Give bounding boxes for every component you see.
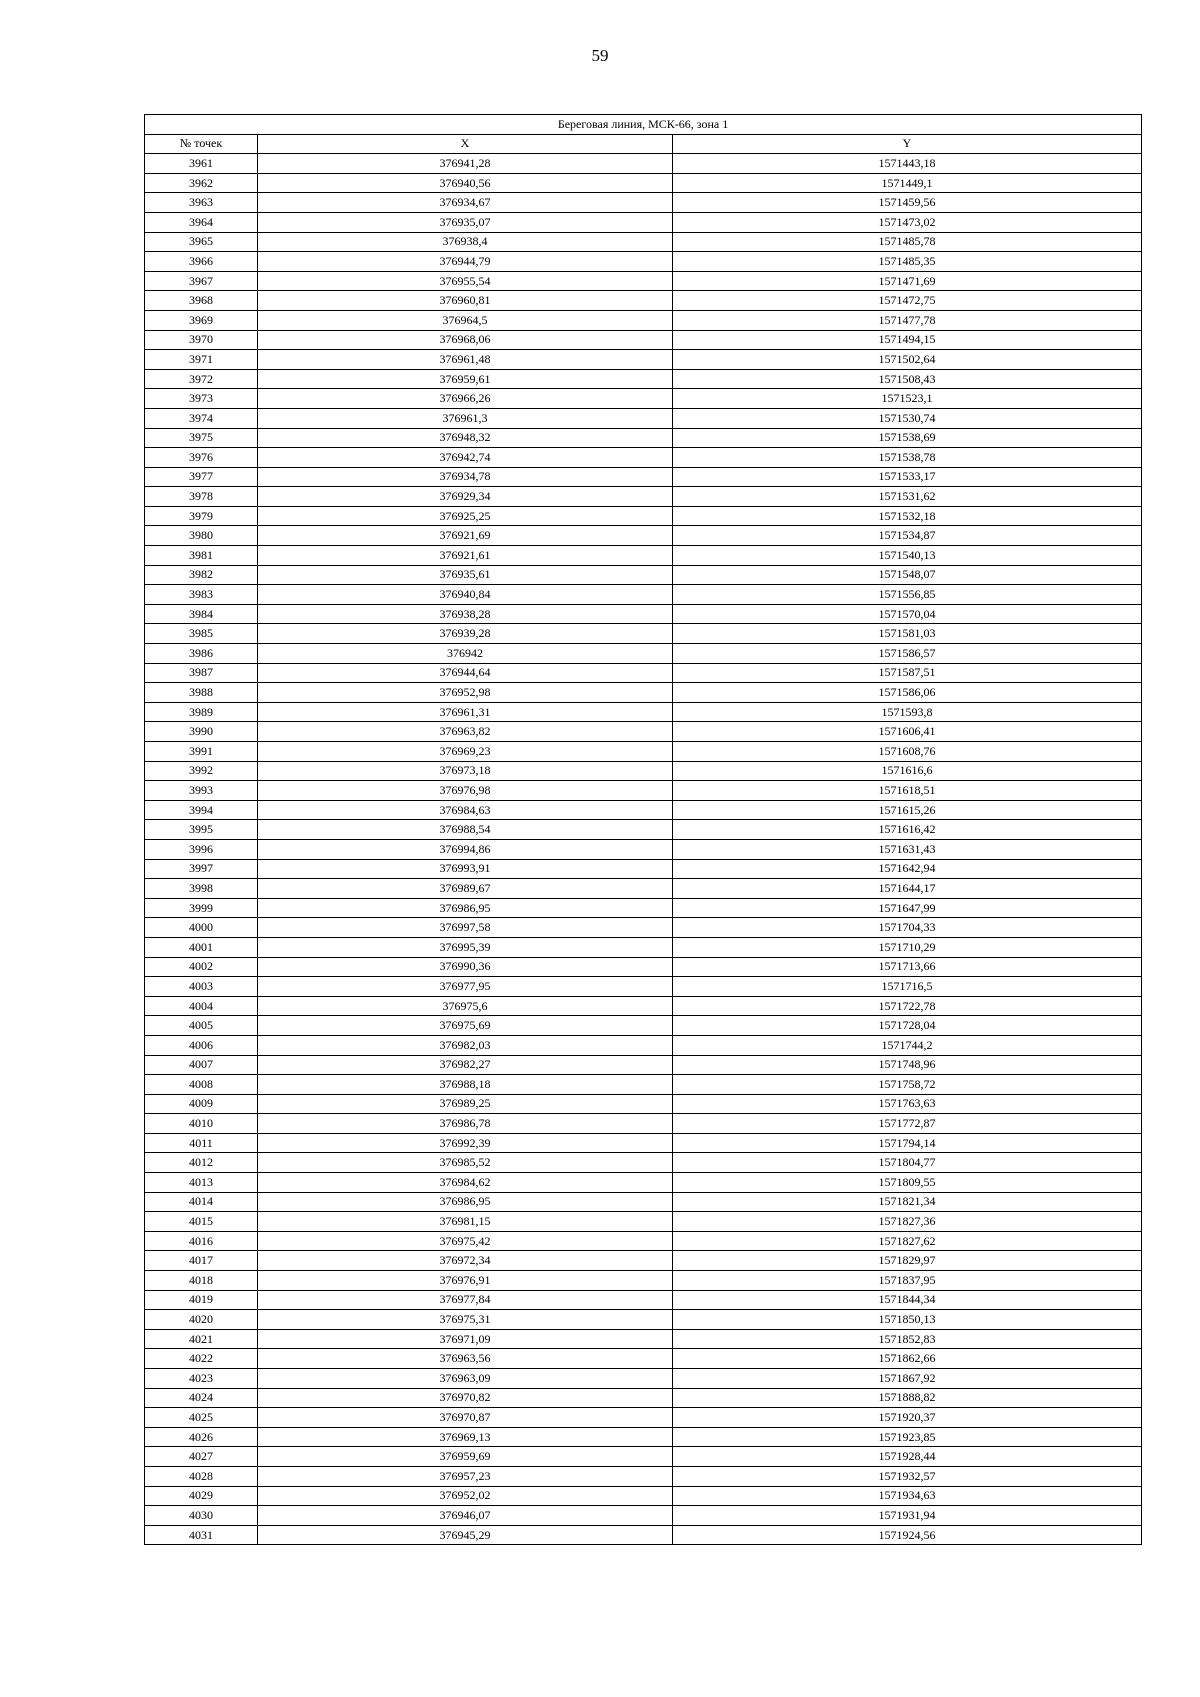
- table-row: [145, 977, 1142, 997]
- table-row: [145, 252, 1142, 272]
- point-number-cell: 3979: [145, 506, 258, 526]
- y-coordinate-cell: 1571587,51: [673, 663, 1142, 683]
- table-row: [145, 428, 1142, 448]
- point-number-cell: 3986: [145, 644, 258, 664]
- y-coordinate-cell: 1571829,97: [673, 1251, 1142, 1271]
- table-row: [145, 800, 1142, 820]
- x-coordinate-cell: 376976,98: [258, 781, 673, 801]
- table-row: [145, 585, 1142, 605]
- point-number-cell: 4023: [145, 1369, 258, 1389]
- table-row: [145, 369, 1142, 389]
- x-coordinate-cell: 376940,56: [258, 173, 673, 193]
- x-coordinate-cell: 376986,95: [258, 1192, 673, 1212]
- table-row: [145, 1055, 1142, 1075]
- point-number-cell: 4020: [145, 1310, 258, 1330]
- point-number-cell: 3996: [145, 839, 258, 859]
- x-coordinate-cell: 376929,34: [258, 487, 673, 507]
- y-coordinate-cell: 1571593,8: [673, 702, 1142, 722]
- y-coordinate-cell: 1571631,43: [673, 839, 1142, 859]
- point-number-cell: 4005: [145, 1016, 258, 1036]
- table-row: [145, 487, 1142, 507]
- point-number-cell: 3983: [145, 585, 258, 605]
- x-coordinate-cell: 376921,61: [258, 546, 673, 566]
- point-number-cell: 3990: [145, 722, 258, 742]
- point-number-cell: 3994: [145, 800, 258, 820]
- y-coordinate-cell: 1571471,69: [673, 271, 1142, 291]
- x-coordinate-cell: 376970,82: [258, 1388, 673, 1408]
- table-row: [145, 408, 1142, 428]
- x-coordinate-cell: 376938,28: [258, 604, 673, 624]
- table-row: [145, 448, 1142, 468]
- x-coordinate-cell: 376925,25: [258, 506, 673, 526]
- point-number-cell: 3980: [145, 526, 258, 546]
- y-coordinate-cell: 1571606,41: [673, 722, 1142, 742]
- table-row: [145, 350, 1142, 370]
- x-coordinate-cell: 376961,31: [258, 702, 673, 722]
- column-header-x: X: [258, 134, 673, 154]
- y-coordinate-cell: 1571477,78: [673, 310, 1142, 330]
- y-coordinate-cell: 1571548,07: [673, 565, 1142, 585]
- y-coordinate-cell: 1571644,17: [673, 879, 1142, 899]
- y-coordinate-cell: 1571850,13: [673, 1310, 1142, 1330]
- x-coordinate-cell: 376986,95: [258, 898, 673, 918]
- point-number-cell: 4018: [145, 1271, 258, 1291]
- y-coordinate-cell: 1571923,85: [673, 1427, 1142, 1447]
- x-coordinate-cell: 376986,78: [258, 1114, 673, 1134]
- point-number-cell: 4025: [145, 1408, 258, 1428]
- table-row: [145, 1506, 1142, 1526]
- point-number-cell: 3964: [145, 212, 258, 232]
- point-number-cell: 4007: [145, 1055, 258, 1075]
- x-coordinate-cell: 376969,23: [258, 742, 673, 762]
- y-coordinate-cell: 1571710,29: [673, 937, 1142, 957]
- x-coordinate-cell: 376971,09: [258, 1329, 673, 1349]
- table-row: [145, 898, 1142, 918]
- x-coordinate-cell: 376948,32: [258, 428, 673, 448]
- table-row: [145, 1094, 1142, 1114]
- x-coordinate-cell: 376969,13: [258, 1427, 673, 1447]
- point-number-cell: 4031: [145, 1525, 258, 1545]
- point-number-cell: 4016: [145, 1231, 258, 1251]
- x-coordinate-cell: 376946,07: [258, 1506, 673, 1526]
- point-number-cell: 3997: [145, 859, 258, 879]
- point-number-cell: 4002: [145, 957, 258, 977]
- table-row: [145, 1525, 1142, 1545]
- y-coordinate-cell: 1571523,1: [673, 389, 1142, 409]
- table-row: [145, 1427, 1142, 1447]
- y-coordinate-cell: 1571449,1: [673, 173, 1142, 193]
- point-number-cell: 4004: [145, 996, 258, 1016]
- x-coordinate-cell: 376968,06: [258, 330, 673, 350]
- table-row: [145, 604, 1142, 624]
- y-coordinate-cell: 1571827,62: [673, 1231, 1142, 1251]
- x-coordinate-cell: 376994,86: [258, 839, 673, 859]
- table-row: [145, 1192, 1142, 1212]
- table-row: [145, 702, 1142, 722]
- point-number-cell: 3985: [145, 624, 258, 644]
- y-coordinate-cell: 1571534,87: [673, 526, 1142, 546]
- y-coordinate-cell: 1571608,76: [673, 742, 1142, 762]
- y-coordinate-cell: 1571502,64: [673, 350, 1142, 370]
- y-coordinate-cell: 1571538,78: [673, 448, 1142, 468]
- point-number-cell: 4024: [145, 1388, 258, 1408]
- x-coordinate-cell: 376940,84: [258, 585, 673, 605]
- point-number-cell: 4019: [145, 1290, 258, 1310]
- x-coordinate-cell: 376995,39: [258, 937, 673, 957]
- y-coordinate-cell: 1571538,69: [673, 428, 1142, 448]
- y-coordinate-cell: 1571772,87: [673, 1114, 1142, 1134]
- y-coordinate-cell: 1571920,37: [673, 1408, 1142, 1428]
- y-coordinate-cell: 1571647,99: [673, 898, 1142, 918]
- point-number-cell: 3976: [145, 448, 258, 468]
- coordinates-table: [144, 114, 1142, 1545]
- table-row: [145, 1035, 1142, 1055]
- table-row: [145, 1075, 1142, 1095]
- x-coordinate-cell: 376972,34: [258, 1251, 673, 1271]
- y-coordinate-cell: 1571924,56: [673, 1525, 1142, 1545]
- x-coordinate-cell: 376989,67: [258, 879, 673, 899]
- point-number-cell: 4000: [145, 918, 258, 938]
- x-coordinate-cell: 376977,84: [258, 1290, 673, 1310]
- x-coordinate-cell: 376952,02: [258, 1486, 673, 1506]
- y-coordinate-cell: 1571494,15: [673, 330, 1142, 350]
- table-row: [145, 212, 1142, 232]
- x-coordinate-cell: 376988,54: [258, 820, 673, 840]
- point-number-cell: 3984: [145, 604, 258, 624]
- y-coordinate-cell: 1571748,96: [673, 1055, 1142, 1075]
- y-coordinate-cell: 1571722,78: [673, 996, 1142, 1016]
- point-number-cell: 4003: [145, 977, 258, 997]
- x-coordinate-cell: 376961,48: [258, 350, 673, 370]
- table-row: [145, 310, 1142, 330]
- x-coordinate-cell: 376989,25: [258, 1094, 673, 1114]
- y-coordinate-cell: 1571532,18: [673, 506, 1142, 526]
- x-coordinate-cell: 376955,54: [258, 271, 673, 291]
- point-number-cell: 3975: [145, 428, 258, 448]
- x-coordinate-cell: 376942: [258, 644, 673, 664]
- table-row: [145, 389, 1142, 409]
- table-row: [145, 879, 1142, 899]
- y-coordinate-cell: 1571704,33: [673, 918, 1142, 938]
- point-number-cell: 3973: [145, 389, 258, 409]
- point-number-cell: 4001: [145, 937, 258, 957]
- point-number-cell: 3987: [145, 663, 258, 683]
- x-coordinate-cell: 376976,91: [258, 1271, 673, 1291]
- table-row: [145, 859, 1142, 879]
- y-coordinate-cell: 1571758,72: [673, 1075, 1142, 1095]
- y-coordinate-cell: 1571888,82: [673, 1388, 1142, 1408]
- y-coordinate-cell: 1571852,83: [673, 1329, 1142, 1349]
- table-row: [145, 1114, 1142, 1134]
- point-number-cell: 3967: [145, 271, 258, 291]
- table-row: [145, 1173, 1142, 1193]
- point-number-cell: 3966: [145, 252, 258, 272]
- x-coordinate-cell: 376942,74: [258, 448, 673, 468]
- table-row: [145, 1329, 1142, 1349]
- x-coordinate-cell: 376961,3: [258, 408, 673, 428]
- x-coordinate-cell: 376959,69: [258, 1447, 673, 1467]
- y-coordinate-cell: 1571794,14: [673, 1133, 1142, 1153]
- point-number-cell: 4006: [145, 1035, 258, 1055]
- y-coordinate-cell: 1571932,57: [673, 1466, 1142, 1486]
- table-row: [145, 1153, 1142, 1173]
- point-number-cell: 3995: [145, 820, 258, 840]
- x-coordinate-cell: 376992,39: [258, 1133, 673, 1153]
- point-number-cell: 4015: [145, 1212, 258, 1232]
- y-coordinate-cell: 1571744,2: [673, 1035, 1142, 1055]
- y-coordinate-cell: 1571533,17: [673, 467, 1142, 487]
- y-coordinate-cell: 1571642,94: [673, 859, 1142, 879]
- y-coordinate-cell: 1571867,92: [673, 1369, 1142, 1389]
- table-row: [145, 193, 1142, 213]
- x-coordinate-cell: 376934,78: [258, 467, 673, 487]
- x-coordinate-cell: 376935,07: [258, 212, 673, 232]
- point-number-cell: 3961: [145, 154, 258, 174]
- x-coordinate-cell: 376935,61: [258, 565, 673, 585]
- x-coordinate-cell: 376982,27: [258, 1055, 673, 1075]
- table-row: [145, 173, 1142, 193]
- point-number-cell: 3978: [145, 487, 258, 507]
- point-number-cell: 3965: [145, 232, 258, 252]
- table-row: [145, 937, 1142, 957]
- y-coordinate-cell: 1571713,66: [673, 957, 1142, 977]
- table-row: [145, 1212, 1142, 1232]
- point-number-cell: 4022: [145, 1349, 258, 1369]
- table-row: [145, 271, 1142, 291]
- y-coordinate-cell: 1571931,94: [673, 1506, 1142, 1526]
- table-row: [145, 330, 1142, 350]
- y-coordinate-cell: 1571928,44: [673, 1447, 1142, 1467]
- table-row: [145, 1290, 1142, 1310]
- table-row: [145, 761, 1142, 781]
- table-row: [145, 918, 1142, 938]
- x-coordinate-cell: 376945,29: [258, 1525, 673, 1545]
- point-number-cell: 4011: [145, 1133, 258, 1153]
- x-coordinate-cell: 376975,31: [258, 1310, 673, 1330]
- table-row: [145, 1486, 1142, 1506]
- table-row: [145, 546, 1142, 566]
- point-number-cell: 4017: [145, 1251, 258, 1271]
- table-row: [145, 506, 1142, 526]
- table-row: [145, 565, 1142, 585]
- table-row: [145, 663, 1142, 683]
- point-number-cell: 4027: [145, 1447, 258, 1467]
- x-coordinate-cell: 376941,28: [258, 154, 673, 174]
- table-row: [145, 1271, 1142, 1291]
- point-number-cell: 3963: [145, 193, 258, 213]
- table-row: [145, 644, 1142, 664]
- table-row: [145, 839, 1142, 859]
- table-title: Береговая линия, МСК-66, зона 1: [145, 115, 1142, 135]
- point-number-cell: 3989: [145, 702, 258, 722]
- y-coordinate-cell: 1571556,85: [673, 585, 1142, 605]
- point-number-cell: 3991: [145, 742, 258, 762]
- table-row: [145, 996, 1142, 1016]
- y-coordinate-cell: 1571837,95: [673, 1271, 1142, 1291]
- column-header-y: Y: [673, 134, 1142, 154]
- y-coordinate-cell: 1571844,34: [673, 1290, 1142, 1310]
- y-coordinate-cell: 1571804,77: [673, 1153, 1142, 1173]
- y-coordinate-cell: 1571530,74: [673, 408, 1142, 428]
- x-coordinate-cell: 376984,62: [258, 1173, 673, 1193]
- table-row: [145, 624, 1142, 644]
- y-coordinate-cell: 1571827,36: [673, 1212, 1142, 1232]
- x-coordinate-cell: 376952,98: [258, 683, 673, 703]
- point-number-cell: 4013: [145, 1173, 258, 1193]
- point-number-cell: 3999: [145, 898, 258, 918]
- point-number-cell: 4029: [145, 1486, 258, 1506]
- table-row: [145, 1016, 1142, 1036]
- y-coordinate-cell: 1571862,66: [673, 1349, 1142, 1369]
- x-coordinate-cell: 376938,4: [258, 232, 673, 252]
- x-coordinate-cell: 376963,56: [258, 1349, 673, 1369]
- x-coordinate-cell: 376944,64: [258, 663, 673, 683]
- y-coordinate-cell: 1571570,04: [673, 604, 1142, 624]
- y-coordinate-cell: 1571586,57: [673, 644, 1142, 664]
- x-coordinate-cell: 376964,5: [258, 310, 673, 330]
- y-coordinate-cell: 1571763,63: [673, 1094, 1142, 1114]
- point-number-cell: 3981: [145, 546, 258, 566]
- table-row: [145, 526, 1142, 546]
- table-row: [145, 957, 1142, 977]
- point-number-cell: 4012: [145, 1153, 258, 1173]
- x-coordinate-cell: 376959,61: [258, 369, 673, 389]
- y-coordinate-cell: 1571615,26: [673, 800, 1142, 820]
- x-coordinate-cell: 376934,67: [258, 193, 673, 213]
- table-row: [145, 154, 1142, 174]
- table-row: [145, 1388, 1142, 1408]
- point-number-cell: 3969: [145, 310, 258, 330]
- y-coordinate-cell: 1571616,42: [673, 820, 1142, 840]
- y-coordinate-cell: 1571716,5: [673, 977, 1142, 997]
- point-number-cell: 3977: [145, 467, 258, 487]
- point-number-cell: 4009: [145, 1094, 258, 1114]
- table-row: [145, 1466, 1142, 1486]
- table-row: [145, 683, 1142, 703]
- point-number-cell: 3970: [145, 330, 258, 350]
- y-coordinate-cell: 1571485,35: [673, 252, 1142, 272]
- y-coordinate-cell: 1571459,56: [673, 193, 1142, 213]
- x-coordinate-cell: 376975,42: [258, 1231, 673, 1251]
- x-coordinate-cell: 376997,58: [258, 918, 673, 938]
- y-coordinate-cell: 1571618,51: [673, 781, 1142, 801]
- y-coordinate-cell: 1571821,34: [673, 1192, 1142, 1212]
- x-coordinate-cell: 376993,91: [258, 859, 673, 879]
- x-coordinate-cell: 376944,79: [258, 252, 673, 272]
- x-coordinate-cell: 376963,82: [258, 722, 673, 742]
- point-number-cell: 3988: [145, 683, 258, 703]
- point-number-cell: 3962: [145, 173, 258, 193]
- table-row: [145, 291, 1142, 311]
- table-row: [145, 1447, 1142, 1467]
- y-coordinate-cell: 1571473,02: [673, 212, 1142, 232]
- x-coordinate-cell: 376981,15: [258, 1212, 673, 1232]
- table-header-row: [145, 134, 1142, 154]
- y-coordinate-cell: 1571586,06: [673, 683, 1142, 703]
- point-number-cell: 3974: [145, 408, 258, 428]
- x-coordinate-cell: 376966,26: [258, 389, 673, 409]
- table-row: [145, 1231, 1142, 1251]
- x-coordinate-cell: 376990,36: [258, 957, 673, 977]
- y-coordinate-cell: 1571443,18: [673, 154, 1142, 174]
- table-row: [145, 1133, 1142, 1153]
- x-coordinate-cell: 376988,18: [258, 1075, 673, 1095]
- y-coordinate-cell: 1571472,75: [673, 291, 1142, 311]
- y-coordinate-cell: 1571531,62: [673, 487, 1142, 507]
- y-coordinate-cell: 1571581,03: [673, 624, 1142, 644]
- x-coordinate-cell: 376960,81: [258, 291, 673, 311]
- y-coordinate-cell: 1571616,6: [673, 761, 1142, 781]
- point-number-cell: 3993: [145, 781, 258, 801]
- y-coordinate-cell: 1571934,63: [673, 1486, 1142, 1506]
- y-coordinate-cell: 1571540,13: [673, 546, 1142, 566]
- table-row: [145, 781, 1142, 801]
- table-row: [145, 467, 1142, 487]
- table-body: [145, 154, 1142, 1545]
- table-row: [145, 722, 1142, 742]
- x-coordinate-cell: 376982,03: [258, 1035, 673, 1055]
- point-number-cell: 3972: [145, 369, 258, 389]
- y-coordinate-cell: 1571809,55: [673, 1173, 1142, 1193]
- table-row: [145, 820, 1142, 840]
- y-coordinate-cell: 1571508,43: [673, 369, 1142, 389]
- y-coordinate-cell: 1571485,78: [673, 232, 1142, 252]
- y-coordinate-cell: 1571728,04: [673, 1016, 1142, 1036]
- table-row: [145, 1310, 1142, 1330]
- x-coordinate-cell: 376984,63: [258, 800, 673, 820]
- x-coordinate-cell: 376977,95: [258, 977, 673, 997]
- x-coordinate-cell: 376921,69: [258, 526, 673, 546]
- table-row: [145, 1251, 1142, 1271]
- point-number-cell: 3998: [145, 879, 258, 899]
- point-number-cell: 3982: [145, 565, 258, 585]
- point-number-cell: 3968: [145, 291, 258, 311]
- point-number-cell: 4028: [145, 1466, 258, 1486]
- point-number-cell: 4008: [145, 1075, 258, 1095]
- point-number-cell: 4026: [145, 1427, 258, 1447]
- x-coordinate-cell: 376939,28: [258, 624, 673, 644]
- table-row: [145, 232, 1142, 252]
- point-number-cell: 4030: [145, 1506, 258, 1526]
- table-row: [145, 742, 1142, 762]
- table-title-row: [145, 115, 1142, 135]
- x-coordinate-cell: 376985,52: [258, 1153, 673, 1173]
- table-row: [145, 1349, 1142, 1369]
- point-number-cell: 3971: [145, 350, 258, 370]
- table-row: [145, 1408, 1142, 1428]
- point-number-cell: 4021: [145, 1329, 258, 1349]
- point-number-cell: 4010: [145, 1114, 258, 1134]
- x-coordinate-cell: 376975,69: [258, 1016, 673, 1036]
- x-coordinate-cell: 376970,87: [258, 1408, 673, 1428]
- x-coordinate-cell: 376957,23: [258, 1466, 673, 1486]
- point-number-cell: 4014: [145, 1192, 258, 1212]
- x-coordinate-cell: 376973,18: [258, 761, 673, 781]
- table-row: [145, 1369, 1142, 1389]
- page-number: 59: [591, 46, 609, 65]
- point-number-cell: 3992: [145, 761, 258, 781]
- x-coordinate-cell: 376963,09: [258, 1369, 673, 1389]
- x-coordinate-cell: 376975,6: [258, 996, 673, 1016]
- column-header-point-number: № точек: [145, 134, 258, 154]
